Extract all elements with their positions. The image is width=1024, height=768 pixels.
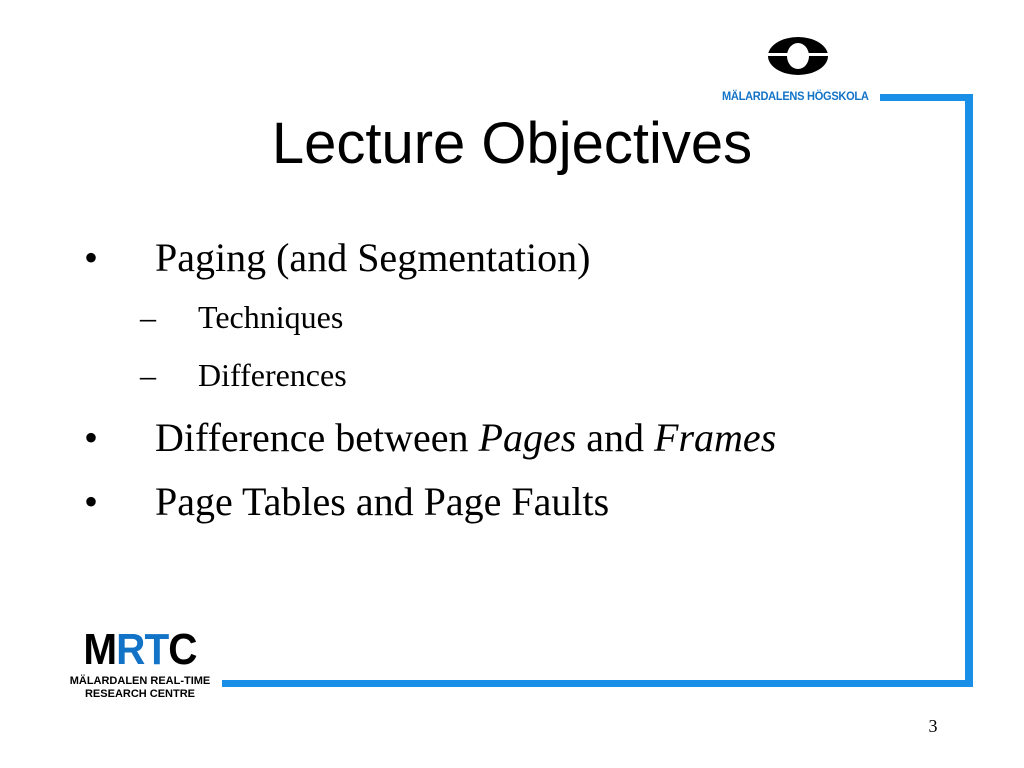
malardalens-hogskola-logo	[722, 34, 874, 106]
bullet-text	[155, 414, 776, 462]
university-emblem-icon	[762, 34, 834, 78]
page-number: 3	[928, 716, 938, 736]
sub-bullet-text: Differences	[198, 357, 347, 393]
mrtc-wordmark: MRTC	[83, 625, 197, 674]
bullet-marker: •	[84, 415, 99, 460]
mrtc-subtitle-line2: RESEARCH CENTRE	[84, 688, 195, 700]
sub-bullet-text: Techniques	[198, 299, 344, 335]
bullet-marker: •	[84, 235, 99, 280]
sub-bullet-marker: –	[140, 357, 156, 393]
bullet-text: Paging (and Segmentation)	[155, 235, 591, 280]
blue-frame-right-bar	[965, 94, 973, 687]
mrtc-logo	[60, 625, 220, 708]
bullet-text-part: and	[576, 415, 655, 460]
sub-bullet-marker: –	[140, 299, 156, 335]
slide-title: Lecture Objectives	[271, 111, 753, 176]
bullet-text: Page Tables and Page Faults	[155, 479, 610, 524]
blue-frame-top-bar	[880, 94, 973, 101]
bullet-marker: •	[84, 479, 99, 524]
bullet-text-part: Difference between	[155, 415, 479, 460]
mrtc-subtitle-line1: MÄLARDALEN REAL-TIME	[69, 675, 211, 687]
italic-term-pages: Pages	[478, 415, 577, 460]
italic-term-frames: Frames	[654, 415, 777, 460]
university-name-text: MÄLARDALENS HÖGSKOLA	[722, 89, 869, 103]
blue-frame-bottom-bar	[222, 680, 973, 687]
